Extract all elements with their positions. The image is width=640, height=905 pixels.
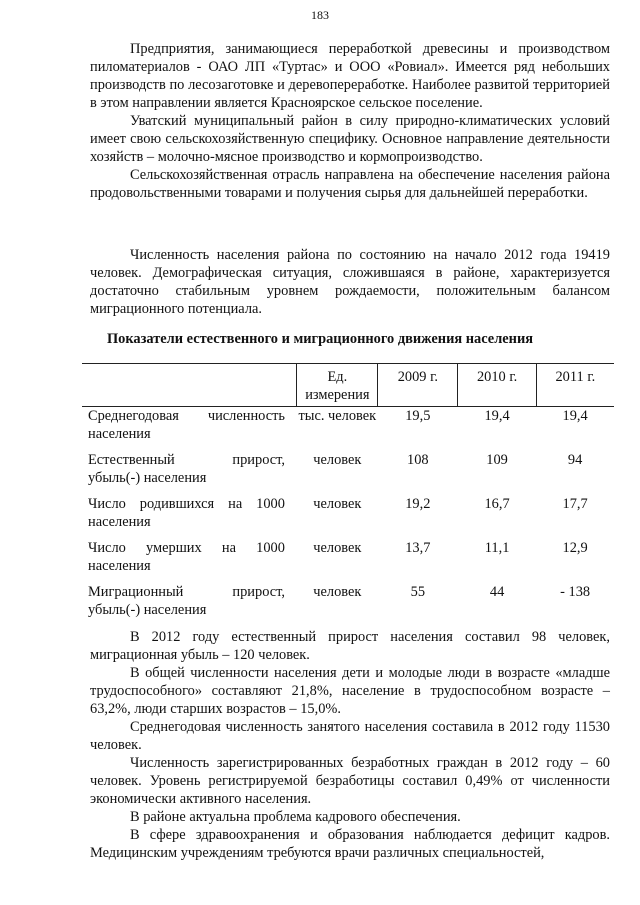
paragraph: Сельскохозяйственная отрасль направлена на обеспечение населения района продовольственными товарами и получения сырья для дальнейшей переработки. xyxy=(90,167,610,201)
value-2009: 19,5 xyxy=(405,408,431,424)
table-row xyxy=(82,407,614,452)
paragraph: В сфере здравоохранения и образования наблюдается дефицит кадров. Медицинским учреждениям требуются врачи различных специальностей, xyxy=(90,827,610,861)
value-2009: 108 xyxy=(407,452,429,468)
value-2011: - 138 xyxy=(560,584,591,600)
paragraph: Предприятия, занимающиеся переработкой древесины и производством пиломатериалов - ОАО ЛП «Туртас» и ООО «Ровиал». Имеется ряд небольших производств по лесозаготовке и деревопереработке. Наиболее развитой территорией в этом направлении является Красноярское сельское поселение. xyxy=(90,41,610,111)
row-unit: тыс. человек xyxy=(298,408,377,424)
value-2010: 16,7 xyxy=(484,496,510,512)
value-2010: 11,1 xyxy=(484,540,510,556)
table-row xyxy=(82,495,614,539)
table-row xyxy=(82,451,614,495)
paragraph: Численность зарегистрированных безработных граждан в 2012 году – 60 человек. Уровень регистрируемой безработицы составил 0,49% от численности экономически активного населения. xyxy=(90,755,610,807)
text-block-bottom xyxy=(90,628,610,862)
value-2009: 19,2 xyxy=(405,496,431,512)
header-2010: 2010 г. xyxy=(458,364,536,407)
paragraph: Численность населения района по состоянию на начало 2012 года 19419 человек. Демографическая ситуация, сложившаяся в районе, характеризуется достаточно стабильным уровнем рождаемости, положительным балансом миграционного потенциала. xyxy=(90,247,610,317)
value-2009: 13,7 xyxy=(405,540,431,556)
value-2010: 109 xyxy=(486,452,508,468)
row-unit: человек xyxy=(313,452,362,468)
table-row xyxy=(82,583,614,627)
table-header-row xyxy=(82,364,614,407)
population-table xyxy=(82,363,614,627)
row-name: Число родившихся на 1000 населения xyxy=(88,496,285,530)
row-unit: человек xyxy=(313,540,362,556)
row-name: Естественный прирост, убыль(-) населения xyxy=(88,452,285,486)
value-2011: 94 xyxy=(567,452,583,468)
paragraph: Среднегодовая численность занятого населения составила в 2012 году 11530 человек. xyxy=(90,719,610,753)
paragraph: В общей численности населения дети и молодые люди в возрасте «младше трудоспособного» составляют 21,8%, население в трудоспособном возрасте – 63,2%, люди старших возрастов – 15,0%. xyxy=(90,665,610,717)
table-title: Показатели естественного и миграционного движения населения xyxy=(106,331,534,347)
paragraph: Уватский муниципальный район в силу природно-климатических условий имеет свою сельскохозяйственную специфику. Основное направление деятельности хозяйств – молочно-мясное производство и кормопроизводство. xyxy=(90,113,610,165)
text-block-top xyxy=(90,40,610,202)
row-name: Число умерших на 1000 населения xyxy=(88,540,285,574)
header-2011: 2011 г. xyxy=(536,364,614,407)
value-2009: 55 xyxy=(410,584,426,600)
value-2010: 44 xyxy=(489,584,505,600)
row-name: Среднегодовая численность населения xyxy=(88,408,285,442)
paragraph: В 2012 году естественный прирост населения составил 98 человек, миграционная убыль – 120 человек. xyxy=(90,629,610,663)
text-block-population xyxy=(90,246,610,318)
value-2011: 17,7 xyxy=(562,496,588,512)
paragraph: В районе актуальна проблема кадрового обеспечения. xyxy=(130,809,461,825)
value-2011: 12,9 xyxy=(562,540,588,556)
row-name: Миграционный прирост, убыль(-) населения xyxy=(88,584,285,618)
value-2011: 19,4 xyxy=(562,408,588,424)
header-unit: Ед. измерения xyxy=(297,364,378,407)
row-unit: человек xyxy=(313,584,362,600)
header-indicator xyxy=(82,364,297,407)
header-2009: 2009 г. xyxy=(378,364,458,407)
row-unit: человек xyxy=(313,496,362,512)
table-row xyxy=(82,539,614,583)
value-2010: 19,4 xyxy=(484,408,510,424)
page-number: 183 xyxy=(311,8,329,22)
